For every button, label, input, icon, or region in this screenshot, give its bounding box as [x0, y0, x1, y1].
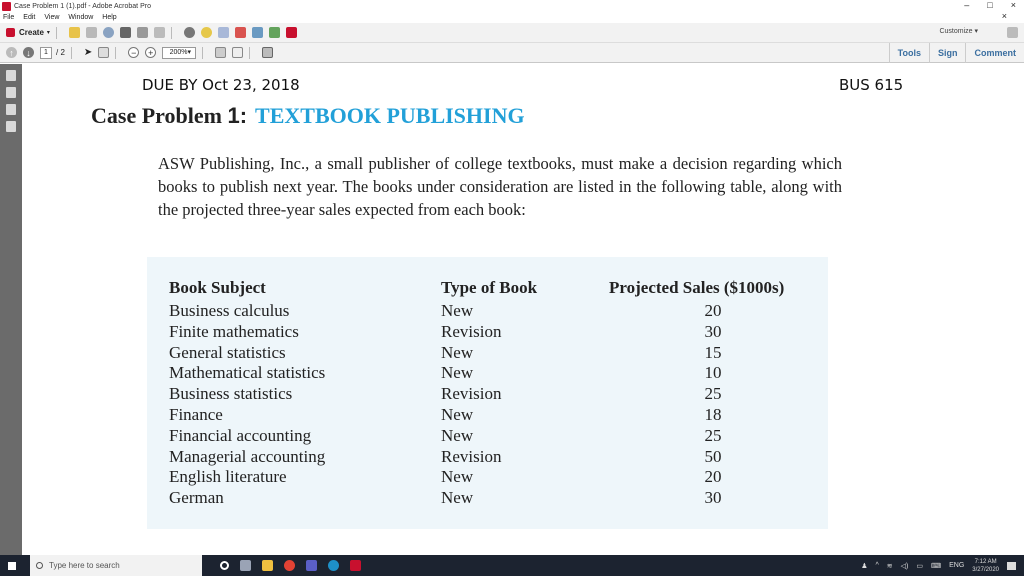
table-cell: German [169, 488, 224, 508]
system-tray [861, 555, 1016, 576]
read-mode-icon[interactable] [262, 47, 273, 58]
highlight-icon[interactable] [218, 27, 229, 38]
fit-width-icon[interactable] [232, 47, 243, 58]
network-icon[interactable]: ≋ [886, 562, 893, 570]
table-cell: New [441, 363, 474, 383]
page-total: / 2 [56, 48, 65, 57]
gear-icon[interactable] [184, 27, 195, 38]
table-cell: Revision [441, 446, 502, 466]
taskbar-clock[interactable] [972, 558, 999, 574]
volume-icon[interactable]: ◁) [900, 562, 909, 570]
show-hidden-icons-icon[interactable]: ^ [875, 562, 879, 569]
notifications-icon[interactable] [1007, 562, 1016, 570]
toolbar-divider [56, 27, 57, 39]
column-header: Type of Book [441, 278, 538, 297]
save-icon[interactable] [86, 27, 97, 38]
next-page-icon[interactable]: ↓ [23, 47, 34, 58]
acrobat-app-icon [2, 2, 11, 11]
main-toolbar [0, 23, 1024, 43]
print-icon[interactable] [120, 27, 131, 38]
search-icon [36, 562, 43, 569]
page-thumbnails-icon[interactable] [6, 70, 16, 81]
search-placeholder: Type here to search [49, 561, 120, 570]
previous-page-icon[interactable]: ↑ [6, 47, 17, 58]
keyboard-icon[interactable]: ⌨ [931, 562, 942, 570]
table-cell: 15 [704, 342, 722, 362]
create-label: Create [19, 28, 44, 37]
course-code: BUS 615 [839, 76, 904, 94]
teams-icon[interactable] [306, 560, 317, 571]
table-cell: New [441, 467, 474, 487]
windows-taskbar [0, 555, 1024, 576]
minimize-button[interactable]: – [964, 0, 970, 10]
intro-paragraph: ASW Publishing, Inc., a small publisher of college textbooks, must make a decision regarding which books to publish next year. The books under consideration are listed in the following table, along with the projected three-year sales expected from each book: [158, 154, 842, 219]
table-cell: Finance [169, 404, 223, 424]
chevron-down-icon: ▾ [46, 30, 50, 36]
expand-icon[interactable] [1007, 27, 1018, 38]
title-bar [0, 0, 1024, 12]
table-cell: English literature [169, 467, 287, 487]
due-date: DUE BY Oct 23, 2018 [142, 76, 300, 94]
menu-file[interactable]: File [3, 14, 15, 21]
fit-page-icon[interactable] [215, 47, 226, 58]
table-cell: Revision [441, 384, 502, 404]
case-prefix: Case Problem [91, 103, 228, 128]
table-cell: Mathematical statistics [169, 363, 326, 383]
chrome-icon[interactable] [284, 560, 295, 571]
table-cell: Business calculus [169, 301, 290, 320]
books-table [147, 257, 828, 529]
zoom-out-icon[interactable]: − [128, 47, 139, 58]
table-cell: 30 [704, 321, 722, 341]
comment-icon[interactable] [201, 27, 212, 38]
toolbar-divider [249, 47, 250, 59]
battery-icon[interactable]: ▭ [916, 562, 924, 570]
toolbar-divider [115, 47, 116, 59]
language-indicator[interactable]: ENG [949, 562, 965, 569]
open-folder-icon[interactable] [69, 27, 80, 38]
toolbar-divider [202, 47, 203, 59]
tools-link[interactable]: Tools [889, 43, 929, 63]
edit-icon[interactable] [137, 27, 148, 38]
menu-edit[interactable]: Edit [23, 14, 36, 21]
table-cell: 10 [704, 363, 722, 383]
taskbar-search-input[interactable] [30, 555, 202, 576]
navigation-pane [0, 64, 22, 555]
customize-dropdown[interactable]: Customize ▾ [939, 28, 978, 35]
clock-time: 7:12 AM [974, 558, 997, 565]
zoom-in-icon[interactable]: + [145, 47, 156, 58]
task-view-icon[interactable] [240, 560, 251, 571]
restore-button[interactable]: □ [987, 0, 993, 10]
table-cell: New [441, 342, 474, 362]
file-explorer-icon[interactable] [262, 560, 273, 571]
table-cell: New [441, 488, 474, 508]
cortana-icon[interactable] [220, 561, 229, 570]
table-cell: 18 [704, 404, 722, 424]
table-cell: 20 [704, 301, 722, 320]
projected-sales-column [609, 275, 805, 509]
menu-bar [0, 12, 1024, 23]
toolbar-divider [171, 27, 172, 39]
clock-date: 3/27/2020 [972, 566, 999, 573]
bookmarks-icon[interactable] [6, 87, 16, 98]
document-close-icon[interactable]: × [1001, 11, 1007, 21]
table-cell: 50 [704, 446, 722, 466]
create-icon [6, 28, 15, 37]
attachments-icon[interactable] [6, 104, 16, 115]
sign-link[interactable]: Sign [929, 43, 966, 63]
document-page [22, 64, 1024, 555]
case-number: 1: [227, 103, 248, 128]
zoom-level-select[interactable]: 200% ▾ [162, 47, 196, 59]
window-title: Case Problem 1 (1).pdf - Adobe Acrobat Pro [14, 2, 151, 10]
menu-view[interactable]: View [44, 14, 60, 21]
close-button[interactable]: × [1010, 0, 1016, 10]
case-topic: TEXTBOOK PUBLISHING [255, 103, 525, 128]
table-cell: Managerial accounting [169, 446, 326, 466]
people-icon[interactable]: ♟ [861, 562, 868, 570]
acrobat-taskbar-icon[interactable] [350, 560, 361, 571]
email-icon[interactable] [154, 27, 165, 38]
windows-start-icon[interactable] [8, 562, 16, 570]
column-header: Projected Sales ($1000s) [609, 278, 785, 297]
column-header: Book Subject [169, 278, 266, 297]
case-problem-title [91, 103, 525, 129]
table-cell: Financial accounting [169, 425, 312, 445]
page-number-input[interactable]: 1 [40, 47, 52, 59]
navigation-toolbar [0, 43, 1024, 63]
create-button[interactable] [6, 26, 50, 40]
table-cell: Finite mathematics [169, 321, 299, 341]
select-tool-icon[interactable]: ➤ [83, 47, 93, 58]
table-cell: General statistics [169, 342, 286, 362]
table-cell: New [441, 404, 474, 424]
window-controls [964, 0, 1016, 10]
browser-icon[interactable] [328, 560, 339, 571]
cloud-icon[interactable] [103, 27, 114, 38]
type-of-book-column [441, 275, 537, 509]
table-cell: 25 [704, 384, 722, 404]
table-cell: Business statistics [169, 384, 293, 404]
table-cell: Revision [441, 321, 502, 341]
combine-icon[interactable] [252, 27, 263, 38]
share-icon[interactable] [269, 27, 280, 38]
table-cell: New [441, 425, 474, 445]
book-subject-column [169, 275, 325, 509]
menu-window[interactable]: Window [68, 14, 94, 21]
table-cell: 25 [704, 425, 722, 445]
comment-link[interactable]: Comment [965, 43, 1024, 63]
hand-tool-icon[interactable] [98, 47, 109, 58]
task-pane-links [889, 43, 1024, 63]
toolbar-divider [71, 47, 72, 59]
acrobat-form-icon[interactable] [286, 27, 297, 38]
menu-help[interactable]: Help [102, 14, 117, 21]
signatures-icon[interactable] [6, 121, 16, 132]
pdf-export-icon[interactable] [235, 27, 246, 38]
table-cell: 30 [704, 488, 722, 508]
table-cell: New [441, 301, 474, 320]
table-cell: 20 [704, 467, 722, 487]
